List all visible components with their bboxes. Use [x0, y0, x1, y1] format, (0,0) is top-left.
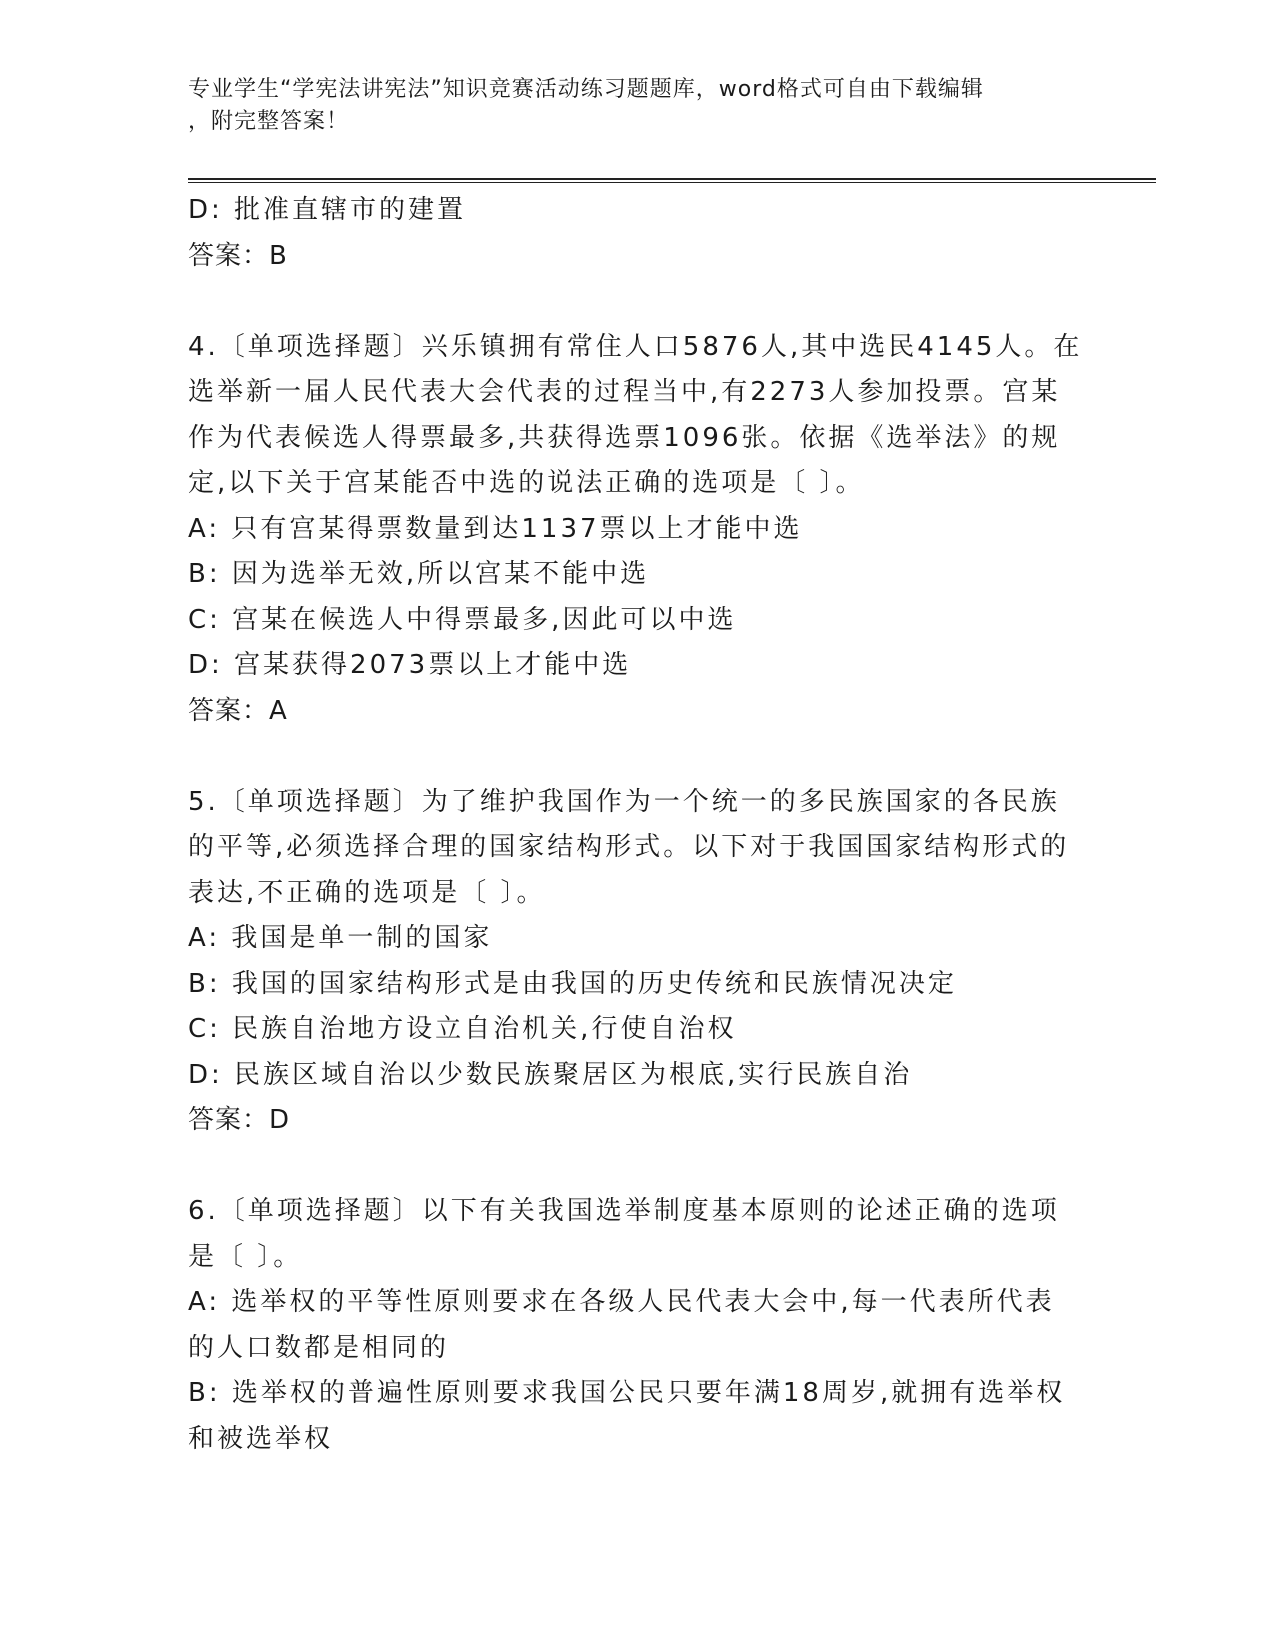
header-divider: [188, 178, 1156, 183]
option-c: C: 民族自治地方设立自治机关,行使自治权: [188, 1014, 737, 1044]
question-6: [188, 1189, 1088, 1462]
option-d: D: 宫某获得2073票以上才能中选: [188, 650, 632, 680]
question-list: [188, 188, 1088, 1462]
question-text-line: 5.〔单项选择题〕为了维护我国作为一个统一的多民族国家的各民族: [188, 786, 1060, 817]
option-b: B: 因为选举无效,所以宫某不能中选: [188, 559, 650, 589]
question-text-line: 表达,不正确的选项是〔 〕。: [188, 877, 546, 908]
option-a: A: 选举权的平等性原则要求在各级人民代表大会中,每一代表所代表: [188, 1287, 1055, 1317]
answer: 答案：A: [188, 695, 288, 726]
spacer: [188, 279, 1088, 325]
question-text-line: 是〔 〕。: [188, 1241, 303, 1272]
option-b: B: 选举权的普遍性原则要求我国公民只要年满18周岁,就拥有选举权: [188, 1378, 1066, 1408]
spacer: [188, 1144, 1088, 1190]
question-5: [188, 780, 1088, 1144]
option-d: D: 民族区域自治以少数民族聚居区为根底,实行民族自治: [188, 1059, 913, 1090]
question-text-line: 作为代表候选人得票最多,共获得选票1096张。依据《选举法》的规: [188, 422, 1061, 453]
spacer: [188, 734, 1088, 780]
header-line-1: 专业学生“学宪法讲宪法”知识竞赛活动练习题题库，word格式可自由下载编辑: [188, 77, 984, 102]
option-a-continued: 的人口数都是相同的: [188, 1332, 450, 1363]
answer: 答案：D: [188, 1105, 291, 1135]
option-d: D: 批准直辖市的建置: [188, 195, 467, 225]
question-text-line: 的平等,必须选择合理的国家结构形式。以下对于我国国家结构形式的: [188, 832, 1070, 862]
header-line-2: ，附完整答案！: [188, 109, 350, 134]
carry-over-question: [188, 188, 1088, 279]
option-b-continued: 和被选举权: [188, 1423, 334, 1454]
question-text-line: 选举新一届人民代表大会代表的过程当中,有2273人参加投票。宫某: [188, 377, 1061, 407]
option-a: A: 只有宫某得票数量到达1137票以上才能中选: [188, 513, 803, 544]
question-text-line: 4.〔单项选择题〕兴乐镇拥有常住人口5876人,其中选民4145人。在: [188, 331, 1083, 362]
option-a: A: 我国是单一制的国家: [188, 923, 493, 953]
question-text-line: 定,以下关于宫某能否中选的说法正确的选项是〔 〕。: [188, 468, 865, 498]
option-c: C: 宫某在候选人中得票最多,因此可以中选: [188, 604, 737, 635]
page-header: [188, 74, 1068, 138]
answer: 答案：B: [188, 240, 288, 271]
question-text-line: 6.〔单项选择题〕以下有关我国选举制度基本原则的论述正确的选项: [188, 1196, 1060, 1226]
option-b: B: 我国的国家结构形式是由我国的历史传统和民族情况决定: [188, 968, 957, 999]
question-4: [188, 325, 1088, 735]
